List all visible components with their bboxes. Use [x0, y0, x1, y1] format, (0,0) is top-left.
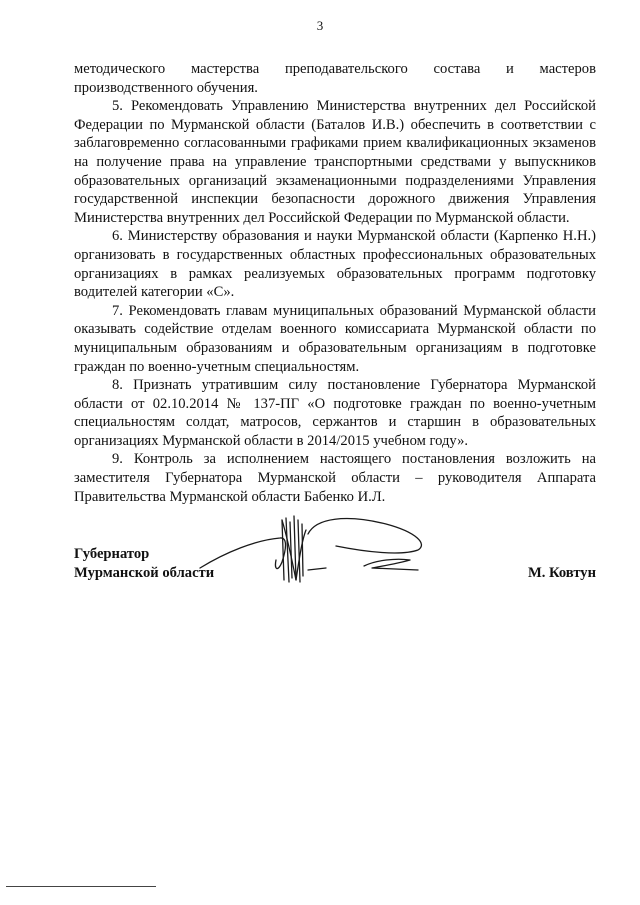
paragraph-6: 6. Министерству образования и науки Мурманской области (Карпенко Н.Н.) организовать в государственных областных профессиональных образовательных организациях в рамках реализуемых образовательных программ подготовку водителей категории «С».: [74, 228, 596, 301]
paragraph-9: 9. Контроль за исполнением настоящего постановления возложить на заместителя Губернатора Мурманской области – руководителя Аппарата Правительства Мурманской области Бабенко И.Л.: [74, 451, 596, 505]
paragraph-7: 7. Рекомендовать главам муниципальных образований Мурманской области оказывать содействие отделам военного комиссариата Мурманской области по муниципальным образованиям и образовательным организациям в подготовке граждан по военно-учетным специальностям.: [74, 302, 596, 375]
paragraph-8: 8. Признать утратившим силу постановление Губернатора Мурманской области от 02.10.2014 № 137-ПГ «О подготовке граждан по военно-учетным специальностям солдат, матросов, сержантов и старшин в образовательных организациях Мурманской области в 2014/2015 учебном году».: [74, 377, 596, 449]
paragraph-5: 5. Рекомендовать Управлению Министерства внутренних дел Российской Федерации по Мурманской области (Баталов И.В.) обеспечить в соответствии с заблаговременно согласованными графиками прием квалификационных экзаменов на получение права на управление транспортными средствами у выпускников образовательных организаций экзаменационными подразделениями Управления государственной инспекции безопасности дорожного движения Управления Министерства внутренних дел Российской Федерации по Мурманской области.: [74, 98, 596, 226]
paragraph-continuation: методического мастерства преподавательского состава и мастеров производственного обучения.: [74, 61, 596, 96]
footer-rule: [6, 886, 156, 887]
signatory-title: Губернатор: [74, 546, 150, 562]
handwritten-signature: [196, 510, 432, 590]
signatory-organization: Мурманской области: [74, 565, 215, 581]
document-body: [74, 60, 596, 506]
signatory-name: М. Ковтун: [527, 565, 596, 581]
page-number: 3: [316, 18, 324, 33]
